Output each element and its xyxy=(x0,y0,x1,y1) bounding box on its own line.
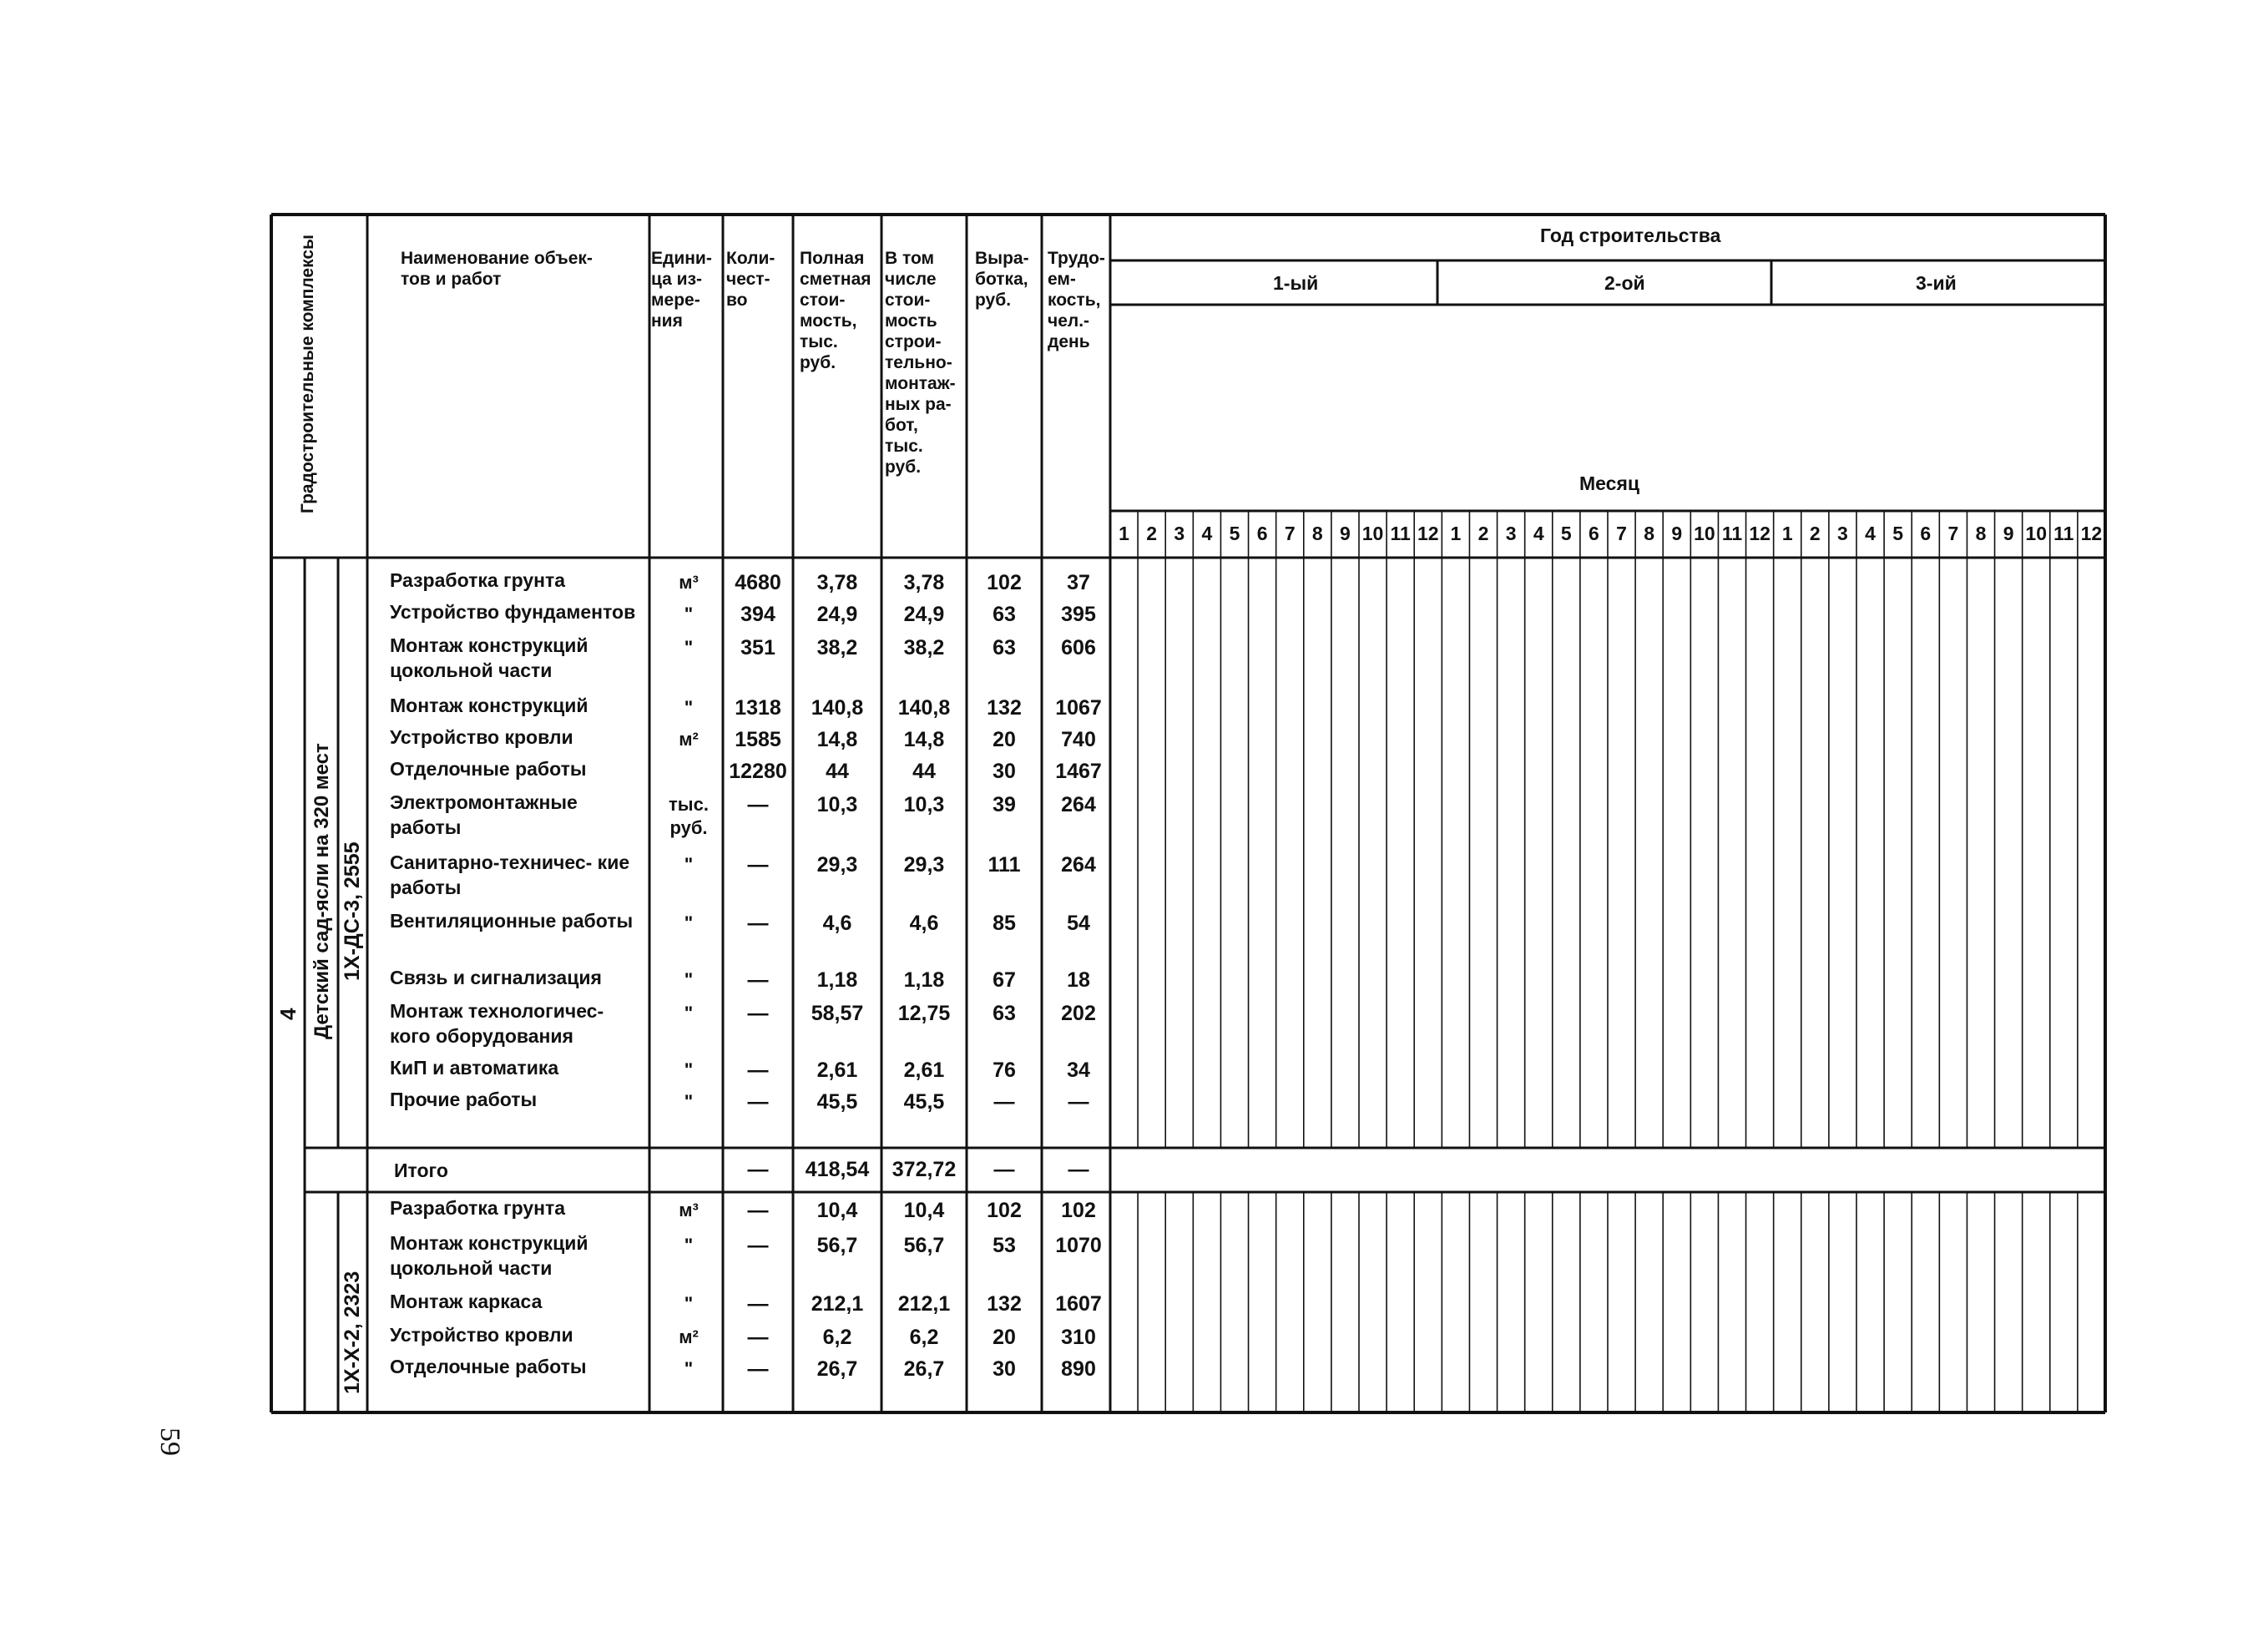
row-output: 30 xyxy=(993,1357,1016,1381)
month-label: 8 xyxy=(1644,523,1655,544)
month-label: 11 xyxy=(2053,523,2074,544)
row-labor: — xyxy=(1068,1090,1089,1114)
row-incl: 14,8 xyxy=(903,728,945,751)
year-label-1: 1-ый xyxy=(1273,272,1319,294)
row-cost: 3,78 xyxy=(816,571,858,594)
total-qty: — xyxy=(747,1158,769,1181)
labor-header: Трудо- ем- кость, чел.- день xyxy=(1048,249,1105,351)
complexes-header: Градостроительные комплексы xyxy=(298,235,317,513)
month-label: 4 xyxy=(1201,523,1213,544)
month-label: 9 xyxy=(2003,523,2014,544)
row-incl: 56,7 xyxy=(903,1234,945,1257)
row-incl: 3,78 xyxy=(903,571,945,594)
row-qty: 1318 xyxy=(735,696,781,720)
row-incl: 1,18 xyxy=(903,968,945,992)
row-output: 76 xyxy=(993,1059,1016,1082)
row-output: 20 xyxy=(993,1326,1016,1349)
month-label: 5 xyxy=(1892,523,1904,544)
row-labor: 1607 xyxy=(1055,1292,1102,1316)
row-output: 63 xyxy=(993,603,1016,626)
row-unit: " xyxy=(684,969,694,990)
month-label: 2 xyxy=(1809,523,1821,544)
row-name: Электромонтажные работы xyxy=(390,791,578,838)
row-unit: " xyxy=(684,1358,694,1379)
row-name: Отделочные работы xyxy=(390,1356,587,1377)
month-label: 12 xyxy=(1417,523,1439,544)
unit-header: Едини- ца из- мере- ния xyxy=(651,249,712,331)
row-incl: 38,2 xyxy=(903,636,945,659)
month-label: 8 xyxy=(1311,523,1323,544)
row-incl: 29,3 xyxy=(903,853,945,877)
row-output: 63 xyxy=(993,636,1016,659)
row-unit: " xyxy=(684,854,694,875)
row-qty: 12280 xyxy=(729,760,787,783)
complex-number: 4 xyxy=(275,1008,301,1020)
name-header: Наименование объек- тов и работ xyxy=(401,249,593,289)
row-name: Монтаж технологичес- кого оборудования xyxy=(390,1000,604,1047)
month-label: 5 xyxy=(1560,523,1572,544)
total-incl: 372,72 xyxy=(892,1158,957,1181)
row-incl: 140,8 xyxy=(897,696,951,720)
row-cost: 58,57 xyxy=(811,1002,864,1025)
row-unit: " xyxy=(684,1235,694,1256)
row-incl: 10,3 xyxy=(903,793,945,816)
row-name: КиП и автоматика xyxy=(390,1057,559,1079)
year-label-2: 2-ой xyxy=(1604,272,1645,294)
row-cost: 1,18 xyxy=(816,968,858,992)
row-cost: 14,8 xyxy=(816,728,858,751)
row-name: Отделочные работы xyxy=(390,758,587,780)
row-cost: 10,3 xyxy=(816,793,858,816)
total-labor: — xyxy=(1068,1158,1089,1181)
row-incl: 26,7 xyxy=(903,1357,945,1381)
row-incl: 212,1 xyxy=(897,1292,951,1316)
row-labor: 102 xyxy=(1061,1199,1096,1222)
row-unit: м² xyxy=(679,729,699,750)
row-cost: 212,1 xyxy=(811,1292,864,1316)
row-incl: 12,75 xyxy=(897,1002,951,1025)
row-unit: " xyxy=(684,637,694,658)
row-output: 63 xyxy=(993,1002,1016,1025)
row-name: Устройство фундаментов xyxy=(390,601,636,623)
row-name: Монтаж конструкций цокольной части xyxy=(390,1232,588,1279)
row-qty: 1585 xyxy=(735,728,781,751)
row-incl: 44 xyxy=(912,760,936,783)
page-number: 59 xyxy=(154,1427,185,1456)
row-qty: 394 xyxy=(740,603,775,626)
qty-header: Коли- чест- во xyxy=(726,249,775,310)
row-name: Устройство кровли xyxy=(390,1324,573,1346)
row-name: Разработка грунта xyxy=(390,569,566,591)
row-name: Вентиляционные работы xyxy=(390,910,634,932)
row-incl: 45,5 xyxy=(903,1090,945,1114)
row-labor: 1467 xyxy=(1055,760,1102,783)
row-unit: " xyxy=(684,1293,694,1314)
row-qty: — xyxy=(747,1234,769,1257)
row-output: 53 xyxy=(993,1234,1016,1257)
project-code-2: 1Х-Х-2, 2323 xyxy=(341,1271,364,1394)
row-unit: м³ xyxy=(679,1200,699,1220)
year-group-header: Год строительства xyxy=(1540,225,1721,246)
row-cost: 26,7 xyxy=(816,1357,858,1381)
row-cost: 2,61 xyxy=(816,1059,858,1082)
row-cost: 45,5 xyxy=(816,1090,858,1114)
month-label: 12 xyxy=(2080,523,2103,544)
row-incl: 2,61 xyxy=(903,1059,945,1082)
row-labor: 1070 xyxy=(1055,1234,1102,1257)
month-label: 1 xyxy=(1781,523,1793,544)
month-label: 3 xyxy=(1174,523,1185,544)
month-label: 8 xyxy=(1975,523,1987,544)
month-label: 2 xyxy=(1146,523,1158,544)
row-name: Монтаж конструкций xyxy=(390,695,588,716)
month-label: 7 xyxy=(1947,523,1959,544)
row-cost: 38,2 xyxy=(816,636,858,659)
row-output: 30 xyxy=(993,760,1016,783)
row-output: 132 xyxy=(987,696,1022,720)
row-unit: м³ xyxy=(679,572,699,593)
row-qty: 4680 xyxy=(735,571,781,594)
row-labor: 606 xyxy=(1061,636,1096,659)
month-label: 9 xyxy=(1340,523,1351,544)
row-unit: тыс. руб. xyxy=(669,794,709,838)
month-label: 3 xyxy=(1505,523,1517,544)
month-label: 3 xyxy=(1837,523,1848,544)
year-label-3: 3-ий xyxy=(1916,272,1957,294)
month-label: 4 xyxy=(1865,523,1876,544)
month-label: 10 xyxy=(2025,523,2048,544)
row-qty: — xyxy=(747,853,769,877)
row-qty: — xyxy=(747,912,769,935)
row-cost: 29,3 xyxy=(816,853,858,877)
row-labor: 395 xyxy=(1061,603,1096,626)
row-qty: — xyxy=(747,968,769,992)
row-unit: " xyxy=(684,697,694,718)
total-cost: 418,54 xyxy=(805,1158,870,1181)
row-cost: 24,9 xyxy=(816,603,858,626)
output-header: Выра- ботка, руб. xyxy=(975,249,1029,310)
total-label: Итого xyxy=(394,1160,448,1181)
row-qty: — xyxy=(747,793,769,816)
row-labor: 740 xyxy=(1061,728,1096,751)
month-label: 4 xyxy=(1533,523,1544,544)
month-label: 11 xyxy=(1721,523,1743,544)
month-label: 7 xyxy=(1284,523,1296,544)
month-label: 9 xyxy=(1671,523,1683,544)
month-label: 6 xyxy=(1589,523,1599,544)
month-label: 12 xyxy=(1749,523,1770,544)
row-unit: " xyxy=(684,912,694,933)
row-qty: — xyxy=(747,1292,769,1316)
row-labor: 264 xyxy=(1061,853,1096,877)
row-output: — xyxy=(993,1090,1015,1114)
row-labor: 202 xyxy=(1061,1002,1096,1025)
month-label: 1 xyxy=(1450,523,1462,544)
month-label: 6 xyxy=(1256,523,1268,544)
row-labor: 34 xyxy=(1067,1059,1090,1082)
row-name: Монтаж каркаса xyxy=(390,1291,543,1312)
row-cost: 6,2 xyxy=(822,1326,852,1349)
project-code-1: 1Х-ДС-3, 2555 xyxy=(341,841,364,981)
row-cost: 140,8 xyxy=(811,696,864,720)
row-cost: 4,6 xyxy=(822,912,852,935)
month-label: 6 xyxy=(1920,523,1932,544)
row-labor: 54 xyxy=(1067,912,1090,935)
month-label: 10 xyxy=(1694,523,1715,544)
row-unit: м² xyxy=(679,1326,699,1347)
row-unit: " xyxy=(684,1003,694,1023)
row-output: 20 xyxy=(993,728,1016,751)
row-output: 111 xyxy=(988,853,1021,877)
row-unit: " xyxy=(684,1091,694,1112)
row-output: 132 xyxy=(987,1292,1022,1316)
row-qty: 351 xyxy=(740,636,775,659)
month-group-header: Месяц xyxy=(1579,472,1639,494)
row-name: Разработка грунта xyxy=(390,1197,566,1219)
row-name: Санитарно-техничес- кие работы xyxy=(390,851,630,898)
row-incl: 24,9 xyxy=(903,603,945,626)
row-qty: — xyxy=(747,1357,769,1381)
row-cost: 56,7 xyxy=(816,1234,858,1257)
row-qty: — xyxy=(747,1002,769,1025)
row-output: 85 xyxy=(993,912,1016,935)
month-label: 11 xyxy=(1390,523,1411,544)
row-labor: 1067 xyxy=(1055,696,1102,720)
row-output: 102 xyxy=(987,571,1022,594)
row-labor: 264 xyxy=(1061,793,1096,816)
row-unit: " xyxy=(684,604,694,624)
row-labor: 18 xyxy=(1067,968,1090,992)
row-name: Устройство кровли xyxy=(390,726,573,748)
incl-header: В том числе стои- мость строи- тельно- монтаж- ных ра- бот, тыс. руб. xyxy=(885,249,956,477)
month-label: 7 xyxy=(1616,523,1627,544)
total-output: — xyxy=(993,1158,1015,1181)
row-labor: 890 xyxy=(1061,1357,1096,1381)
row-name: Связь и сигнализация xyxy=(390,967,602,988)
row-cost: 44 xyxy=(826,760,849,783)
month-label: 10 xyxy=(1361,523,1384,544)
row-output: 102 xyxy=(987,1199,1022,1222)
cost-header: Полная сметная стои- мость, тыс. руб. xyxy=(800,249,871,372)
row-qty: — xyxy=(747,1090,769,1114)
month-label: 5 xyxy=(1229,523,1240,544)
row-incl: 10,4 xyxy=(903,1199,945,1222)
row-qty: — xyxy=(747,1326,769,1349)
row-incl: 4,6 xyxy=(909,912,939,935)
row-name: Монтаж конструкций цокольной части xyxy=(390,634,588,681)
row-output: 67 xyxy=(993,968,1016,992)
row-cost: 10,4 xyxy=(816,1199,858,1222)
row-qty: — xyxy=(747,1059,769,1082)
row-labor: 310 xyxy=(1061,1326,1096,1349)
row-qty: — xyxy=(747,1199,769,1222)
month-label: 2 xyxy=(1477,523,1489,544)
row-unit: " xyxy=(684,1059,694,1080)
row-name: Прочие работы xyxy=(390,1089,538,1110)
row-incl: 6,2 xyxy=(909,1326,939,1349)
complex-name: Детский сад-ясли на 320 мест xyxy=(311,743,333,1039)
month-label: 1 xyxy=(1119,523,1129,544)
row-output: 39 xyxy=(993,793,1016,816)
row-labor: 37 xyxy=(1067,571,1090,594)
